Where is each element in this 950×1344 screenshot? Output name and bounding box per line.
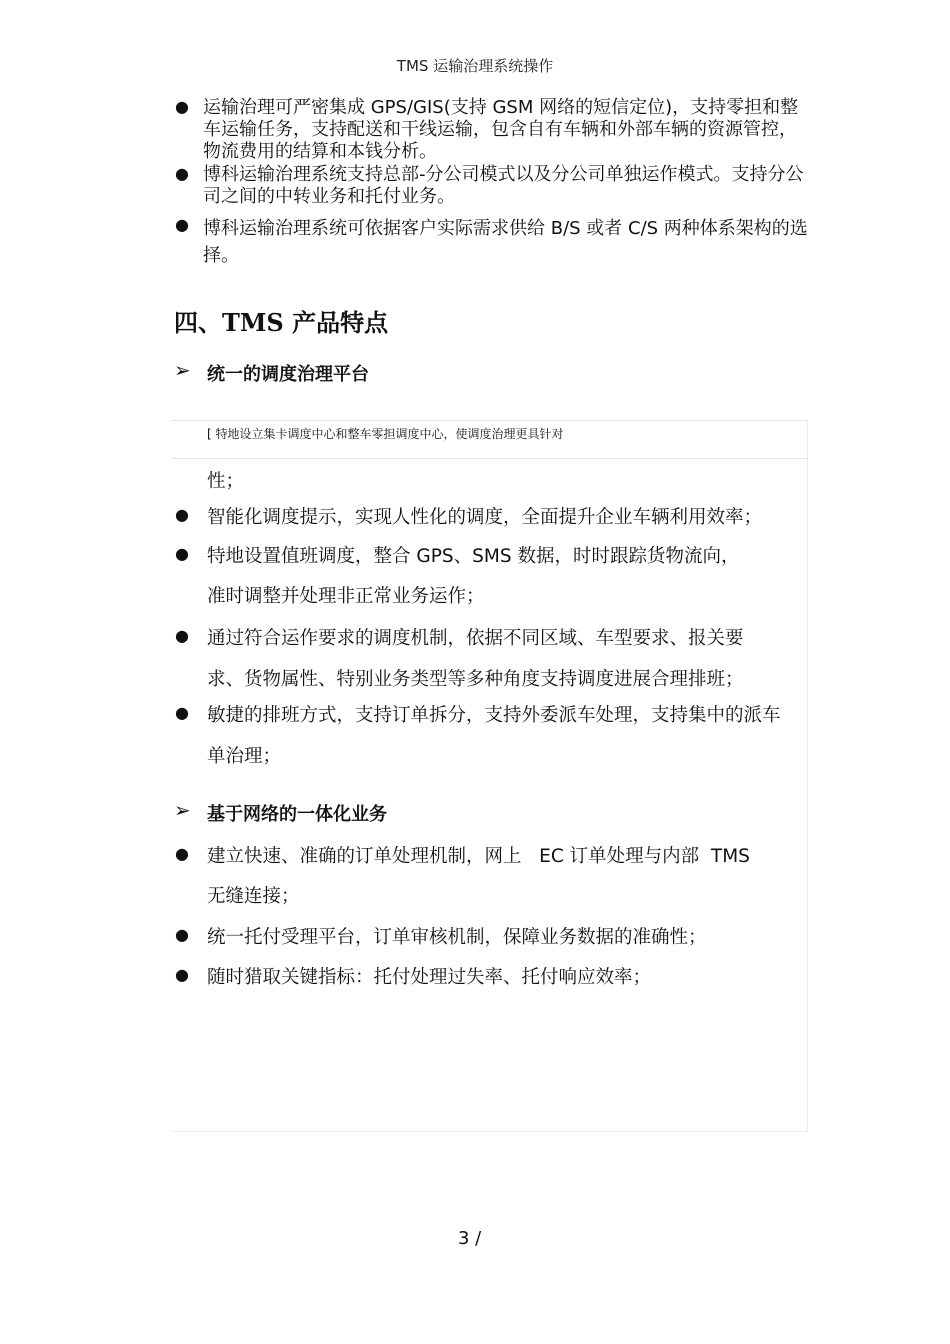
frame-line [807, 420, 808, 1132]
arrow-icon: ➢ [174, 798, 191, 822]
bullet-icon: ● [175, 626, 189, 645]
list-item-text: 性； [207, 471, 245, 492]
bullet-icon: ● [175, 164, 189, 183]
page-number: 3 / [458, 1228, 482, 1249]
intro-paragraph-2: 博科运输治理系统支持总部-分公司模式以及分公司单独运作模式。支持分公司之间的中转业务和托付业务。 [203, 164, 804, 207]
dispatch-center-note: [ 特地设立集卡调度中心和整车零担调度中心，使调度治理更具针对 [207, 427, 564, 441]
list-item-text: 敏捷的排班方式，支持订单拆分，支持外委派车处理，支持集中的派车 [207, 705, 781, 726]
frame-line [172, 1131, 808, 1132]
list-item-text: 通过符合运作要求的调度机制，依据不同区域、车型要求、报关要 [207, 628, 744, 649]
subheading-network-business: 基于网络的一体化业务 [207, 804, 387, 825]
list-item-text: 准时调整并处理非正常业务运作； [207, 586, 485, 607]
frame-line [172, 458, 808, 459]
list-item-text: 求、货物属性、特别业务类型等多种角度支持调度进展合理排班； [207, 669, 744, 690]
list-item-text: 特地设置值班调度，整合 GPS、SMS 数据，时时跟踪货物流向， [207, 546, 740, 567]
intro-paragraph-1: 运输治理可严密集成 GPS/GIS(支持 GSM 网络的短信定位)，支持零担和整车运输任务，支持配送和干线运输，包含自有车辆和外部车辆的资源管控，物流费用的结算和本钱分析。 [203, 97, 799, 162]
list-item-text: 单治理； [207, 746, 282, 767]
bullet-icon: ● [175, 703, 189, 722]
arrow-icon: ➢ [174, 358, 191, 382]
list-item-text: 无缝连接； [207, 886, 300, 907]
bullet-icon: ● [175, 544, 189, 563]
intro-paragraph-3: 博科运输治理系统可依据客户实际需求供给 B/S 或者 C/S 两种体系架构的选择。 [203, 218, 808, 266]
bullet-icon: ● [175, 965, 189, 984]
bullet-icon: ● [175, 844, 189, 863]
bullet-icon: ● [175, 925, 189, 944]
subheading-dispatch-platform: 统一的调度治理平台 [207, 364, 369, 385]
list-item-text: 随时猎取关键指标：托付处理过失率、托付响应效率； [207, 967, 652, 988]
frame-line [172, 420, 808, 421]
page-header: TMS 运输治理系统操作 [396, 57, 554, 75]
bullet-icon: ● [175, 505, 189, 524]
list-item-text: 建立快速、准确的订单处理机制，网上 EC 订单处理与内部 TMS [207, 846, 750, 867]
section-heading: 四、TMS 产品特点 [174, 308, 389, 337]
list-item-text: 智能化调度提示，实现人性化的调度，全面提升企业车辆利用效率； [207, 507, 763, 528]
bullet-icon: ● [175, 97, 189, 116]
bullet-icon: ● [175, 215, 189, 234]
list-item-text: 统一托付受理平台，订单审核机制，保障业务数据的准确性； [207, 927, 707, 948]
